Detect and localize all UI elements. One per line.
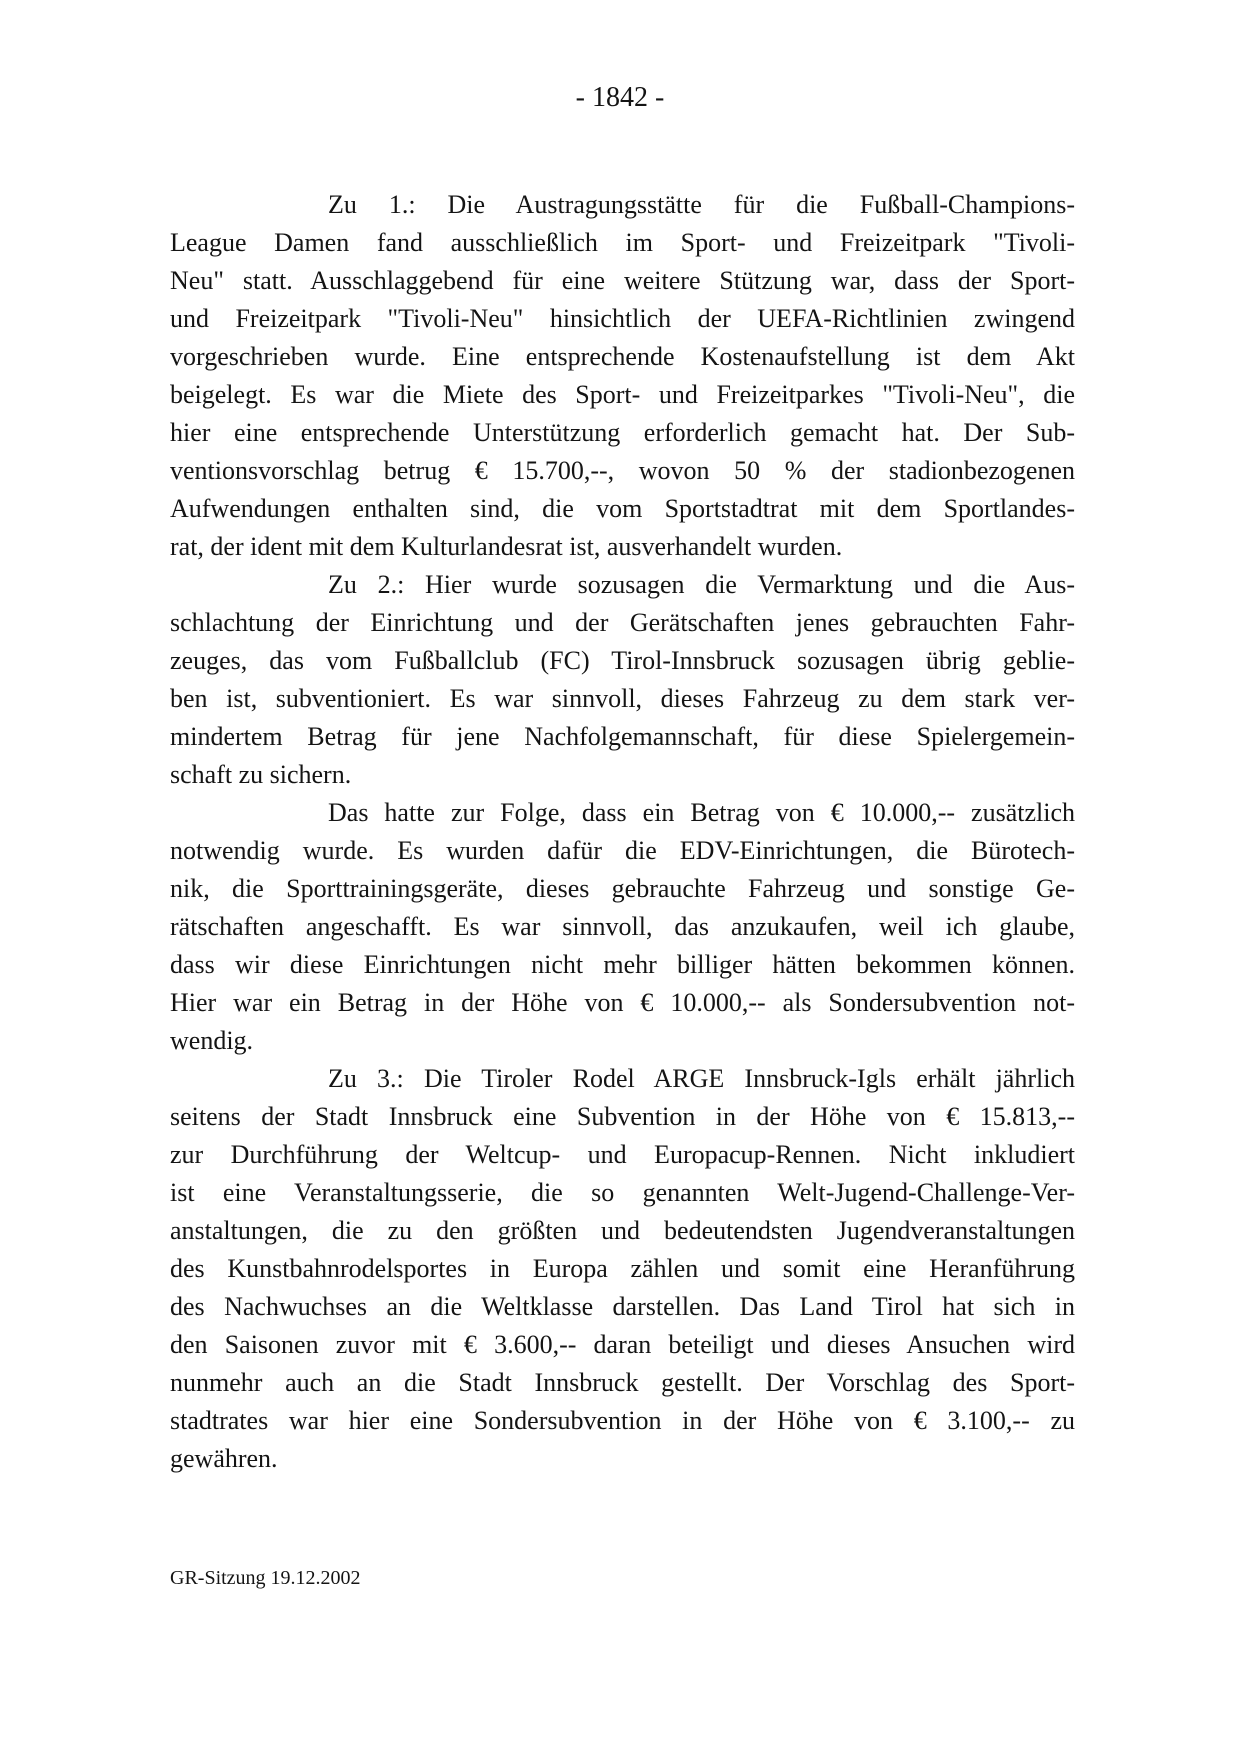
text-line: Zu 3.: Die Tiroler Rodel ARGE Innsbruck-Igls erhält jährlich <box>328 1064 1075 1093</box>
text-line: schaft zu sichern. <box>170 760 352 789</box>
text-line: dass wir diese Einrichtungen nicht mehr billiger hätten bekommen können. <box>170 950 1075 979</box>
text-line: Hier war ein Betrag in der Höhe von € 10.000,-- als Sondersubvention not- <box>170 988 1075 1017</box>
text-line: Aufwendungen enthalten sind, die vom Sportstadtrat mit dem Sportlandes- <box>170 494 1075 523</box>
text-line: des Nachwuchses an die Weltklasse darstellen. Das Land Tirol hat sich in <box>170 1292 1075 1321</box>
text-line: notwendig wurde. Es wurden dafür die EDV-Einrichtungen, die Bürotech- <box>170 836 1075 865</box>
text-line: ben ist, subventioniert. Es war sinnvoll, dieses Fahrzeug zu dem stark ver- <box>170 684 1075 713</box>
text-line: anstaltungen, die zu den größten und bedeutendsten Jugendveranstaltungen <box>170 1216 1075 1245</box>
text-line: rätschaften angeschafft. Es war sinnvoll, das anzukaufen, weil ich glaube, <box>170 912 1075 941</box>
text-line: hier eine entsprechende Unterstützung erforderlich gemacht hat. Der Sub- <box>170 418 1075 447</box>
text-line: des Kunstbahnrodelsportes in Europa zählen und somit eine Heranführung <box>170 1254 1075 1283</box>
text-line: schlachtung der Einrichtung und der Gerätschaften jenes gebrauchten Fahr- <box>170 608 1075 637</box>
text-line: den Saisonen zuvor mit € 3.600,-- daran beteiligt und dieses Ansuchen wird <box>170 1330 1075 1359</box>
page-number: - 1842 - <box>575 82 665 113</box>
text-line: zeuges, das vom Fußballclub (FC) Tirol-Innsbruck sozusagen übrig geblie- <box>170 646 1075 675</box>
text-line: Neu" statt. Ausschlaggebend für eine weitere Stützung war, dass der Sport- <box>170 266 1075 295</box>
text-line: vorgeschrieben wurde. Eine entsprechende Kostenaufstellung ist dem Akt <box>170 342 1075 371</box>
text-line: Zu 1.: Die Austragungsstätte für die Fußball-Champions- <box>328 190 1075 219</box>
paragraph <box>170 186 1075 566</box>
text-line: Zu 2.: Hier wurde sozusagen die Vermarktung und die Aus- <box>328 570 1075 599</box>
text-line: wendig. <box>170 1026 254 1055</box>
paragraph <box>170 1060 1075 1478</box>
paragraph <box>170 566 1075 794</box>
text-line: seitens der Stadt Innsbruck eine Subvention in der Höhe von € 15.813,-- <box>170 1102 1075 1131</box>
text-line: mindertem Betrag für jene Nachfolgemannschaft, für diese Spielergemein- <box>170 722 1075 751</box>
text-line: stadtrates war hier eine Sondersubvention in der Höhe von € 3.100,-- zu <box>170 1406 1075 1435</box>
paragraph <box>170 794 1075 1060</box>
text-line: beigelegt. Es war die Miete des Sport- und Freizeitparkes "Tivoli-Neu", die <box>170 380 1075 409</box>
text-line: rat, der ident mit dem Kulturlandesrat ist, ausverhandelt wurden. <box>170 532 843 561</box>
text-line: ventionsvorschlag betrug € 15.700,--, wovon 50 % der stadionbezogenen <box>170 456 1075 485</box>
text-line: und Freizeitpark "Tivoli-Neu" hinsichtlich der UEFA-Richtlinien zwingend <box>170 304 1075 333</box>
text-line: Das hatte zur Folge, dass ein Betrag von € 10.000,-- zusätzlich <box>328 798 1075 827</box>
text-line: zur Durchführung der Weltcup- und Europacup-Rennen. Nicht inkludiert <box>170 1140 1075 1169</box>
text-line: ist eine Veranstaltungsserie, die so genannten Welt-Jugend-Challenge-Ver- <box>170 1178 1075 1207</box>
text-line: nunmehr auch an die Stadt Innsbruck gestellt. Der Vorschlag des Sport- <box>170 1368 1075 1397</box>
document-body <box>170 186 1075 1478</box>
text-line: gewähren. <box>170 1444 278 1473</box>
text-line: nik, die Sporttrainingsgeräte, dieses gebrauchte Fahrzeug und sonstige Ge- <box>170 874 1075 903</box>
footer-session-label: GR-Sitzung 19.12.2002 <box>170 1567 361 1589</box>
text-line: League Damen fand ausschließlich im Sport- und Freizeitpark "Tivoli- <box>170 228 1075 257</box>
